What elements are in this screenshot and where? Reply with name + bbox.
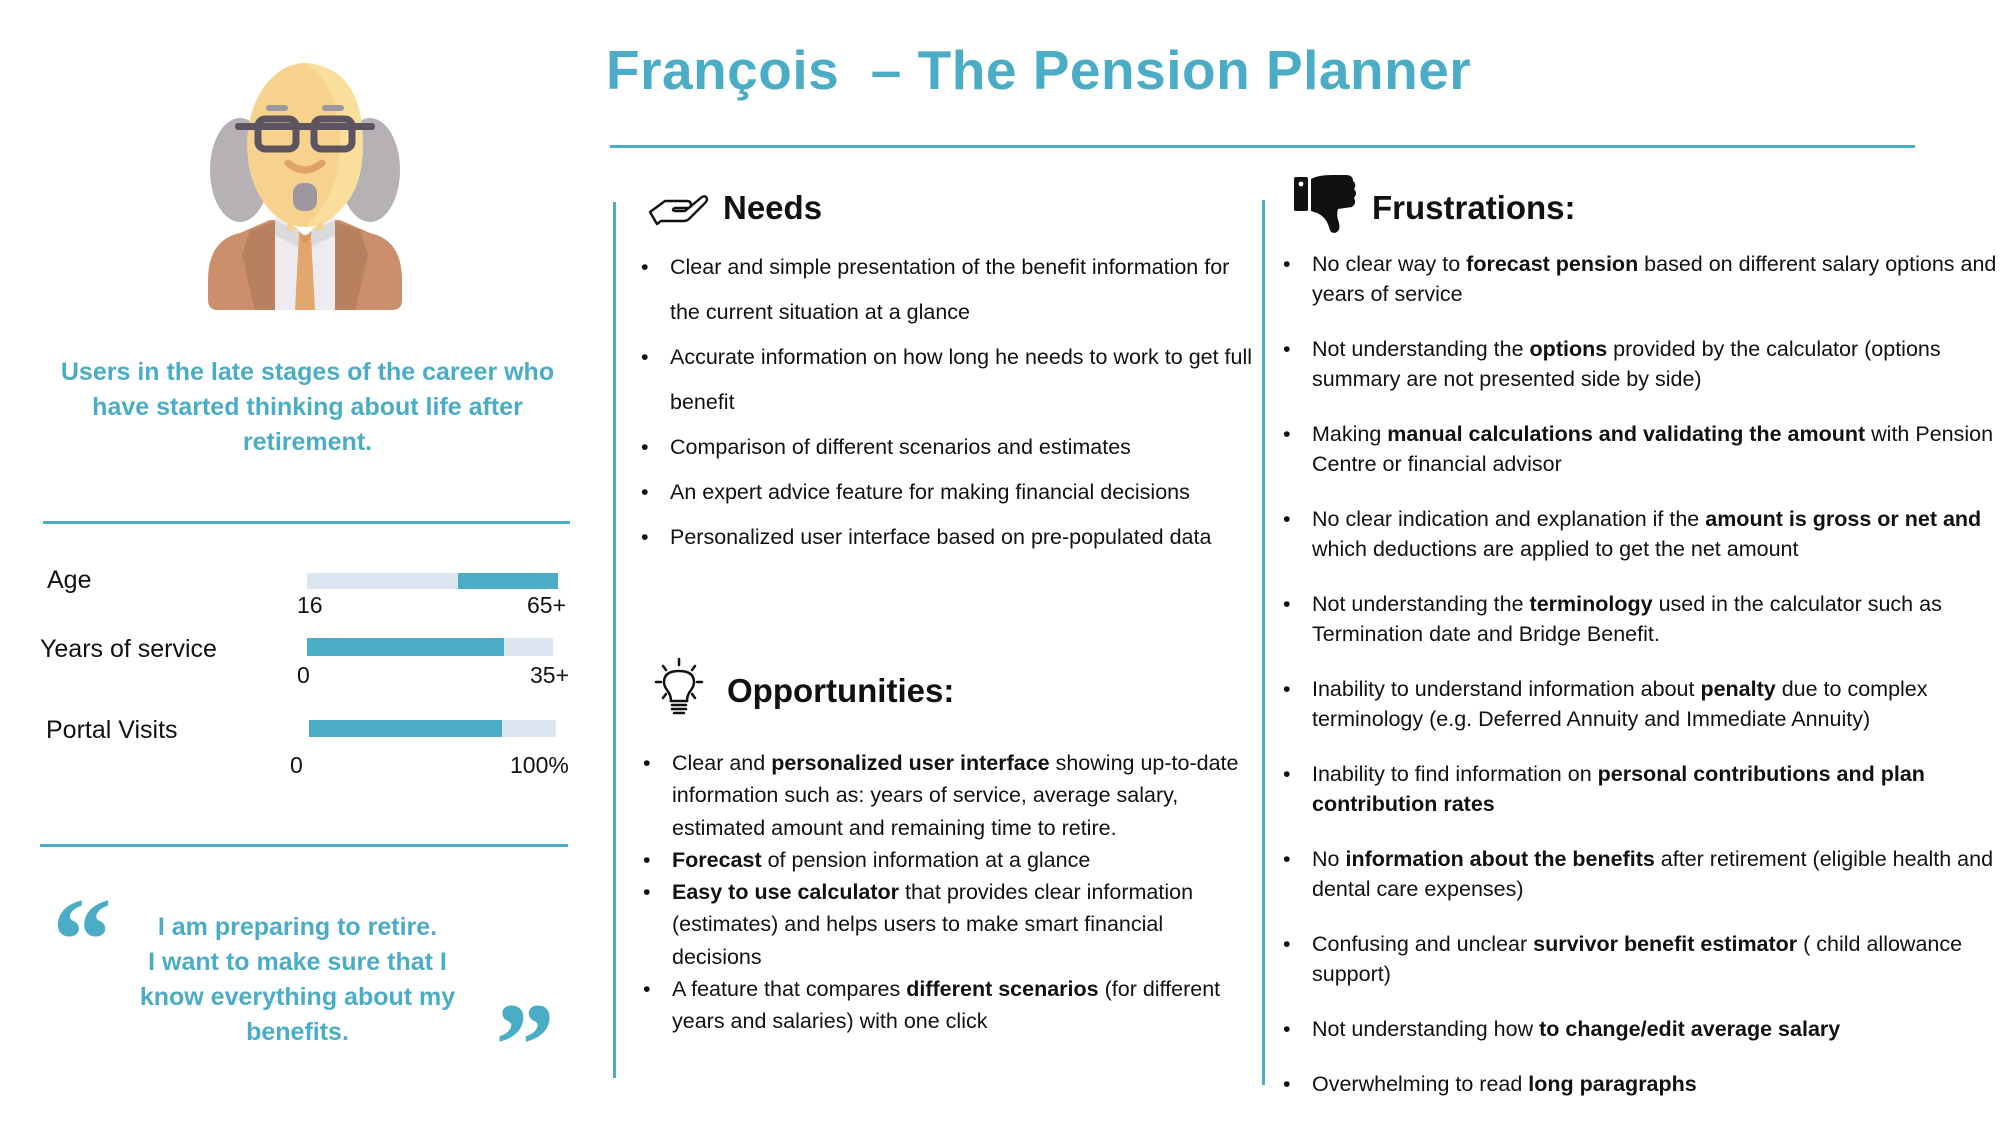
needs-column-divider bbox=[613, 202, 616, 1078]
frustration-item bbox=[1283, 674, 1998, 734]
needs-item: • Personalized user interface based on pre-populated data bbox=[641, 515, 1261, 560]
body-text: No bbox=[1312, 847, 1346, 871]
stat-label-years-of-service: Years of service bbox=[40, 635, 217, 663]
age-min: 16 bbox=[297, 592, 323, 618]
frustration-item bbox=[1283, 504, 1998, 564]
frustration-item bbox=[1283, 589, 1998, 649]
body-text: provided by the calculator (options summary are not presented side by side) bbox=[1312, 337, 1941, 391]
title-underline bbox=[610, 145, 1915, 148]
needs-heading: Needs bbox=[723, 189, 823, 226]
frustration-item bbox=[1283, 1069, 1998, 1099]
body-text: Inability to find information on bbox=[1312, 762, 1598, 786]
needs-list bbox=[641, 245, 1261, 560]
needs-item: • Accurate information on how long he needs to work to get full benefit bbox=[641, 335, 1261, 425]
frustration-item bbox=[1283, 249, 1998, 309]
emphasis-text: long paragraphs bbox=[1528, 1072, 1697, 1096]
body-text: which deductions are applied to get the net amount bbox=[1312, 537, 1799, 561]
frustration-item bbox=[1283, 844, 1998, 904]
emphasis-text: amount is gross or net and bbox=[1705, 507, 1982, 531]
emphasis-text: terminology bbox=[1529, 592, 1653, 616]
body-text: showing up-to-date information such as: years of service, average salary, estimated amount and remaining time to retire. bbox=[672, 751, 1239, 840]
body-text: that provides clear information (estimates) and helps users to make smart financial decisions bbox=[672, 880, 1194, 969]
needs-item: • An expert advice feature for making financial decisions bbox=[641, 470, 1261, 515]
quote-line: benefits. bbox=[246, 1018, 349, 1046]
opportunity-item bbox=[643, 973, 1243, 1038]
body-text: after retirement (eligible health and dental care expenses) bbox=[1312, 847, 1994, 901]
opportunities-list bbox=[643, 747, 1243, 1038]
age-bar bbox=[307, 573, 558, 589]
emphasis-text: forecast pension bbox=[1466, 252, 1639, 276]
years-min: 0 bbox=[297, 662, 310, 688]
emphasis-text: to change/edit average salary bbox=[1539, 1017, 1841, 1041]
body-text: with Pension Centre or financial advisor bbox=[1312, 422, 1994, 476]
frustration-item bbox=[1283, 1014, 1998, 1044]
body-text: Overwhelming to read bbox=[1312, 1072, 1529, 1096]
emphasis-text: options bbox=[1529, 337, 1608, 361]
body-text: used in the calculator such as Termination date and Bridge Benefit. bbox=[1312, 592, 1942, 646]
emphasis-text: different scenarios bbox=[906, 977, 1099, 1002]
portal-visits-bar-fill bbox=[309, 720, 502, 737]
emphasis-text: survivor benefit estimator bbox=[1533, 932, 1798, 956]
portal-visits-bar bbox=[309, 720, 556, 737]
body-text: due to complex terminology (e.g. Deferred Annuity and Immediate Annuity) bbox=[1312, 677, 1928, 731]
age-bar-fill bbox=[458, 573, 558, 589]
body-text: based on different salary options and years of service bbox=[1312, 252, 1997, 306]
open-quote-icon: “ bbox=[52, 873, 112, 1006]
body-text: No clear way to bbox=[1312, 252, 1467, 276]
stat-label-age: Age bbox=[47, 566, 92, 594]
emphasis-text: penalty bbox=[1700, 677, 1776, 701]
elderly-man-avatar-icon bbox=[200, 55, 410, 310]
frustration-item bbox=[1283, 929, 1998, 989]
years-bar-fill bbox=[307, 638, 504, 656]
opportunity-item bbox=[643, 844, 1243, 876]
emphasis-text: information about the benefits bbox=[1345, 847, 1655, 871]
page-title: François – The Pension Planner bbox=[606, 39, 1472, 101]
portal-visits-max: 100% bbox=[510, 752, 569, 778]
emphasis-text: personal contributions and plan contribution rates bbox=[1312, 762, 1925, 816]
quote-line: I am preparing to retire. bbox=[157, 913, 438, 941]
quote-line: know everything about my bbox=[139, 983, 456, 1011]
persona-quote bbox=[115, 910, 480, 1050]
frustration-item bbox=[1283, 419, 1998, 479]
persona-description: Users in the late stages of the career who have started thinking about life after retirement. bbox=[60, 358, 555, 456]
frustrations-list bbox=[1283, 249, 1998, 1124]
left-divider-top bbox=[43, 521, 570, 524]
frustrations-heading: Frustrations: bbox=[1372, 189, 1576, 226]
left-divider-bottom bbox=[40, 844, 568, 847]
opportunity-item bbox=[643, 747, 1243, 844]
frustration-item bbox=[1283, 334, 1998, 394]
quote-line: I want to make sure that I bbox=[148, 948, 447, 976]
opportunity-item bbox=[643, 876, 1243, 973]
years-bar bbox=[307, 638, 553, 656]
emphasis-text: Easy to use calculator bbox=[672, 880, 900, 905]
age-max: 65+ bbox=[527, 592, 567, 618]
emphasis-text: Forecast bbox=[672, 847, 762, 872]
portal-visits-min: 0 bbox=[290, 752, 303, 778]
thumbs-down-icon bbox=[1292, 175, 1358, 235]
needs-item: • Clear and simple presentation of the benefit information for the current situation at a glance bbox=[641, 245, 1261, 335]
frustrations-column-divider bbox=[1262, 200, 1265, 1085]
body-text: Not understanding the bbox=[1312, 592, 1530, 616]
frustration-item bbox=[1283, 759, 1998, 819]
body-text: Clear and bbox=[672, 751, 772, 775]
opportunities-heading: Opportunities: bbox=[727, 672, 955, 709]
lightbulb-icon bbox=[651, 657, 707, 719]
body-text: Making bbox=[1312, 422, 1388, 446]
body-text: Not understanding how bbox=[1312, 1017, 1540, 1041]
close-quote-icon: ” bbox=[495, 978, 555, 1111]
body-text: Not understanding the bbox=[1312, 337, 1530, 361]
body-text: of pension information at a glance bbox=[761, 847, 1091, 872]
years-max: 35+ bbox=[530, 662, 570, 688]
emphasis-text: personalized user interface bbox=[771, 751, 1050, 775]
body-text: Inability to understand information about bbox=[1312, 677, 1701, 701]
body-text: No clear indication and explanation if the bbox=[1312, 507, 1706, 531]
body-text: A feature that compares bbox=[672, 977, 907, 1002]
emphasis-text: manual calculations and validating the amount bbox=[1387, 422, 1866, 446]
body-text: (for different years and salaries) with one click bbox=[672, 977, 1221, 1034]
body-text: ( child allowance support) bbox=[1312, 932, 1963, 986]
open-hand-icon bbox=[647, 193, 709, 227]
stat-label-portal-visits: Portal Visits bbox=[46, 716, 178, 744]
body-text: Confusing and unclear bbox=[1312, 932, 1534, 956]
needs-item: • Comparison of different scenarios and estimates bbox=[641, 425, 1261, 470]
